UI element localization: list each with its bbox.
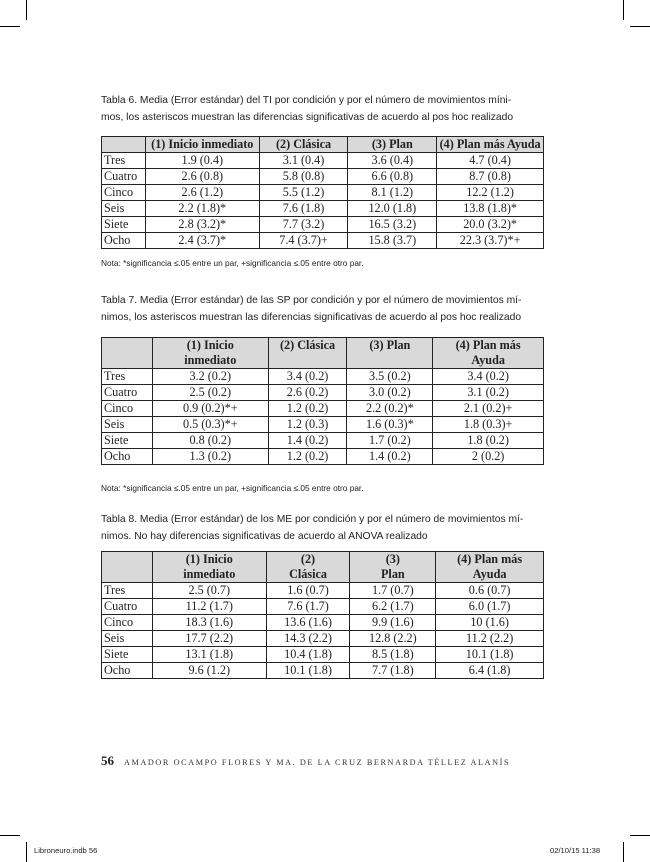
table-cell: 3.6 (0.4) <box>348 153 437 169</box>
table-cell: 3.1 (0.2) <box>433 385 544 401</box>
table6-header: (3) Plan <box>348 137 437 153</box>
table-row <box>102 233 544 249</box>
table7-header-corner <box>102 338 153 369</box>
crop-mark-bottom-left-h <box>0 835 20 836</box>
table-cell: 5.5 (1.2) <box>259 185 348 201</box>
table-cell: 6.4 (1.8) <box>436 663 544 679</box>
table-cell: 1.6 (0.7) <box>266 583 350 599</box>
row-label: Seis <box>102 201 146 217</box>
table-cell: 3.0 (0.2) <box>347 385 433 401</box>
table-cell: 7.6 (1.8) <box>259 201 348 217</box>
table-cell: 13.8 (1.8)* <box>437 201 544 217</box>
row-label: Siete <box>102 217 146 233</box>
row-label: Cuatro <box>102 385 153 401</box>
page-number: 56 <box>101 753 114 768</box>
table-row <box>102 385 544 401</box>
row-label: Ocho <box>102 663 153 679</box>
table-cell: 10 (1.6) <box>436 615 544 631</box>
table-cell: 2.8 (3.2)* <box>145 217 259 233</box>
table6-caption-line2: mos, los asteriscos muestran las diferencias significativas de acuerdo al pos hoc realizado <box>101 112 514 123</box>
crop-mark-bottom-right-v <box>623 842 624 862</box>
table-cell: 1.3 (0.2) <box>152 449 268 465</box>
table8 <box>101 551 544 679</box>
header-line: Plan <box>380 567 405 581</box>
row-label: Cinco <box>102 615 153 631</box>
table-cell: 2.5 (0.7) <box>152 583 266 599</box>
table-row <box>102 583 544 599</box>
table-cell: 6.6 (0.8) <box>348 169 437 185</box>
table-cell: 10.4 (1.8) <box>266 647 350 663</box>
table-cell: 2.6 (0.8) <box>145 169 259 185</box>
table7-caption-line1: Tabla 7. Media (Error estándar) de las SP por condición y por el número de movimientos mí- <box>101 295 522 306</box>
table-row <box>102 201 544 217</box>
table-cell: 11.2 (1.7) <box>152 599 266 615</box>
table7-caption <box>101 292 544 326</box>
table7 <box>101 337 544 465</box>
table-cell: 7.6 (1.7) <box>266 599 350 615</box>
header-line: (1) Inicio <box>185 552 233 566</box>
table-cell: 1.2 (0.3) <box>268 417 347 433</box>
table-cell: 8.7 (0.8) <box>437 169 544 185</box>
table-cell: 12.0 (1.8) <box>348 201 437 217</box>
table-cell: 13.6 (1.6) <box>266 615 350 631</box>
table-cell: 7.7 (3.2) <box>259 217 348 233</box>
table-row <box>102 631 544 647</box>
table-cell: 13.1 (1.8) <box>152 647 266 663</box>
table7-header <box>433 338 544 369</box>
table-cell: 1.6 (0.3)* <box>347 417 433 433</box>
row-label: Seis <box>102 631 153 647</box>
table8-header <box>152 552 266 583</box>
crop-mark-bottom-right-h <box>630 835 650 836</box>
table-row <box>102 217 544 233</box>
table-row <box>102 369 544 385</box>
table-cell: 7.4 (3.7)+ <box>259 233 348 249</box>
table8-header <box>350 552 436 583</box>
row-label: Tres <box>102 369 153 385</box>
print-slug-datetime: 02/10/15 11:38 <box>550 846 601 855</box>
table-row <box>102 169 544 185</box>
table8-header <box>436 552 544 583</box>
table7-header <box>152 338 268 369</box>
table6-note: Nota: *significancia ≤.05 entre un par, +significancia ≤.05 entre otro par. <box>101 258 364 268</box>
table7-note: Nota: *significancia ≤.05 entre un par, +significancia ≤.05 entre otro par. <box>101 483 364 493</box>
crop-mark-top-left-h <box>0 26 20 27</box>
table-cell: 2.6 (1.2) <box>145 185 259 201</box>
table-cell: 3.4 (0.2) <box>433 369 544 385</box>
table-cell: 10.1 (1.8) <box>436 647 544 663</box>
row-label: Siete <box>102 647 153 663</box>
row-label: Cinco <box>102 185 146 201</box>
table7-header-row <box>102 338 544 369</box>
row-label: Tres <box>102 583 153 599</box>
table-cell: 5.8 (0.8) <box>259 169 348 185</box>
table-cell: 1.8 (0.3)+ <box>433 417 544 433</box>
crop-mark-top-right-h <box>630 26 650 27</box>
table-cell: 1.4 (0.2) <box>268 433 347 449</box>
table-cell: 2 (0.2) <box>433 449 544 465</box>
crop-mark-top-left-v <box>26 0 27 20</box>
table6-header-row <box>102 137 544 153</box>
table-cell: 1.4 (0.2) <box>347 449 433 465</box>
table-cell: 9.6 (1.2) <box>152 663 266 679</box>
table-cell: 12.2 (1.2) <box>437 185 544 201</box>
table8-header-corner <box>102 552 153 583</box>
table8-caption <box>101 511 544 545</box>
table8-header <box>266 552 350 583</box>
table-cell: 6.0 (1.7) <box>436 599 544 615</box>
table-cell: 11.2 (2.2) <box>436 631 544 647</box>
header-line: (2) Clásica <box>279 338 336 352</box>
table-cell: 17.7 (2.2) <box>152 631 266 647</box>
header-line: inmediato <box>184 353 237 367</box>
table-row <box>102 417 544 433</box>
table-cell: 2.4 (3.7)* <box>145 233 259 249</box>
table-cell: 1.2 (0.2) <box>268 401 347 417</box>
table-cell: 12.8 (2.2) <box>350 631 436 647</box>
table-cell: 2.6 (0.2) <box>268 385 347 401</box>
header-line: (3) <box>385 552 400 566</box>
header-line: Ayuda <box>472 567 507 581</box>
crop-mark-top-right-v <box>623 0 624 20</box>
table-cell: 1.9 (0.4) <box>145 153 259 169</box>
row-label: Cuatro <box>102 169 146 185</box>
table7-header <box>347 338 433 369</box>
table-cell: 8.5 (1.8) <box>350 647 436 663</box>
table7-caption-line2: nimos, los asteriscos muestran las diferencias significativas de acuerdo al pos hoc realizado <box>101 312 522 323</box>
table-cell: 16.5 (3.2) <box>348 217 437 233</box>
table-row <box>102 401 544 417</box>
table-cell: 1.7 (0.2) <box>347 433 433 449</box>
table-cell: 3.5 (0.2) <box>347 369 433 385</box>
header-line: (1) Inicio <box>186 338 234 352</box>
row-label: Seis <box>102 417 153 433</box>
table7-header <box>268 338 347 369</box>
crop-mark-bottom-left-v <box>26 842 27 862</box>
table-cell: 15.8 (3.7) <box>348 233 437 249</box>
table-cell: 3.2 (0.2) <box>152 369 268 385</box>
table-cell: 14.3 (2.2) <box>266 631 350 647</box>
table-cell: 0.5 (0.3)*+ <box>152 417 268 433</box>
table-cell: 1.2 (0.2) <box>268 449 347 465</box>
header-line: (4) Plan más <box>457 552 523 566</box>
row-label: Cuatro <box>102 599 153 615</box>
table8-header-row <box>102 552 544 583</box>
table-cell: 2.2 (1.8)* <box>145 201 259 217</box>
row-label: Cinco <box>102 401 153 417</box>
row-label: Ocho <box>102 233 146 249</box>
table-row <box>102 433 544 449</box>
table-cell: 20.0 (3.2)* <box>437 217 544 233</box>
row-label: Ocho <box>102 449 153 465</box>
table-cell: 8.1 (1.2) <box>348 185 437 201</box>
table-row <box>102 615 544 631</box>
header-line: Ayuda <box>471 353 505 367</box>
table-cell: 3.1 (0.4) <box>259 153 348 169</box>
row-label: Tres <box>102 153 146 169</box>
header-line: Clásica <box>289 567 327 581</box>
table-cell: 0.6 (0.7) <box>436 583 544 599</box>
header-line: (2) <box>300 552 316 566</box>
running-authors: AMADOR OCAMPO FLORES Y MA. DE LA CRUZ BERNARDA TÉLLEZ ALANÍS <box>124 758 511 767</box>
table-row <box>102 153 544 169</box>
table-row <box>102 599 544 615</box>
table6-header: (1) Inicio inmediato <box>145 137 259 153</box>
table-cell: 3.4 (0.2) <box>268 369 347 385</box>
table-cell: 10.1 (1.8) <box>266 663 350 679</box>
table-row <box>102 185 544 201</box>
table-cell: 2.2 (0.2)* <box>347 401 433 417</box>
table-cell: 1.8 (0.2) <box>433 433 544 449</box>
table-row <box>102 647 544 663</box>
table-cell: 2.1 (0.2)+ <box>433 401 544 417</box>
table-cell: 2.5 (0.2) <box>152 385 268 401</box>
print-slug-file: Libroneuro.indb 56 <box>34 846 98 855</box>
table6-header: (4) Plan más Ayuda <box>437 137 544 153</box>
table6-header: (2) Clásica <box>259 137 348 153</box>
table-cell: 7.7 (1.8) <box>350 663 436 679</box>
table-cell: 1.7 (0.7) <box>350 583 436 599</box>
table-cell: 4.7 (0.4) <box>437 153 544 169</box>
table6-header-corner <box>102 137 146 153</box>
table-cell: 6.2 (1.7) <box>350 599 436 615</box>
table-cell: 9.9 (1.6) <box>350 615 436 631</box>
table8-caption-line2: nimos. No hay diferencias significativas de acuerdo al ANOVA realizado <box>101 531 428 542</box>
table6 <box>101 136 544 249</box>
table6-caption-line1: Tabla 6. Media (Error estándar) del TI por condición y por el número de movimientos míni- <box>101 95 512 106</box>
table-cell: 18.3 (1.6) <box>152 615 266 631</box>
header-line: (4) Plan más <box>455 338 521 352</box>
table-cell: 0.8 (0.2) <box>152 433 268 449</box>
table-cell: 0.9 (0.2)*+ <box>152 401 268 417</box>
header-line: (3) Plan <box>369 338 411 352</box>
row-label: Siete <box>102 433 153 449</box>
header-line: inmediato <box>183 567 236 581</box>
page-footer <box>101 752 510 770</box>
table-cell: 22.3 (3.7)*+ <box>437 233 544 249</box>
table-row <box>102 449 544 465</box>
table8-caption-line1: Tabla 8. Media (Error estándar) de los ME por condición y por el número de movimientos mí- <box>101 514 524 525</box>
table-row <box>102 663 544 679</box>
table6-caption <box>101 92 544 126</box>
